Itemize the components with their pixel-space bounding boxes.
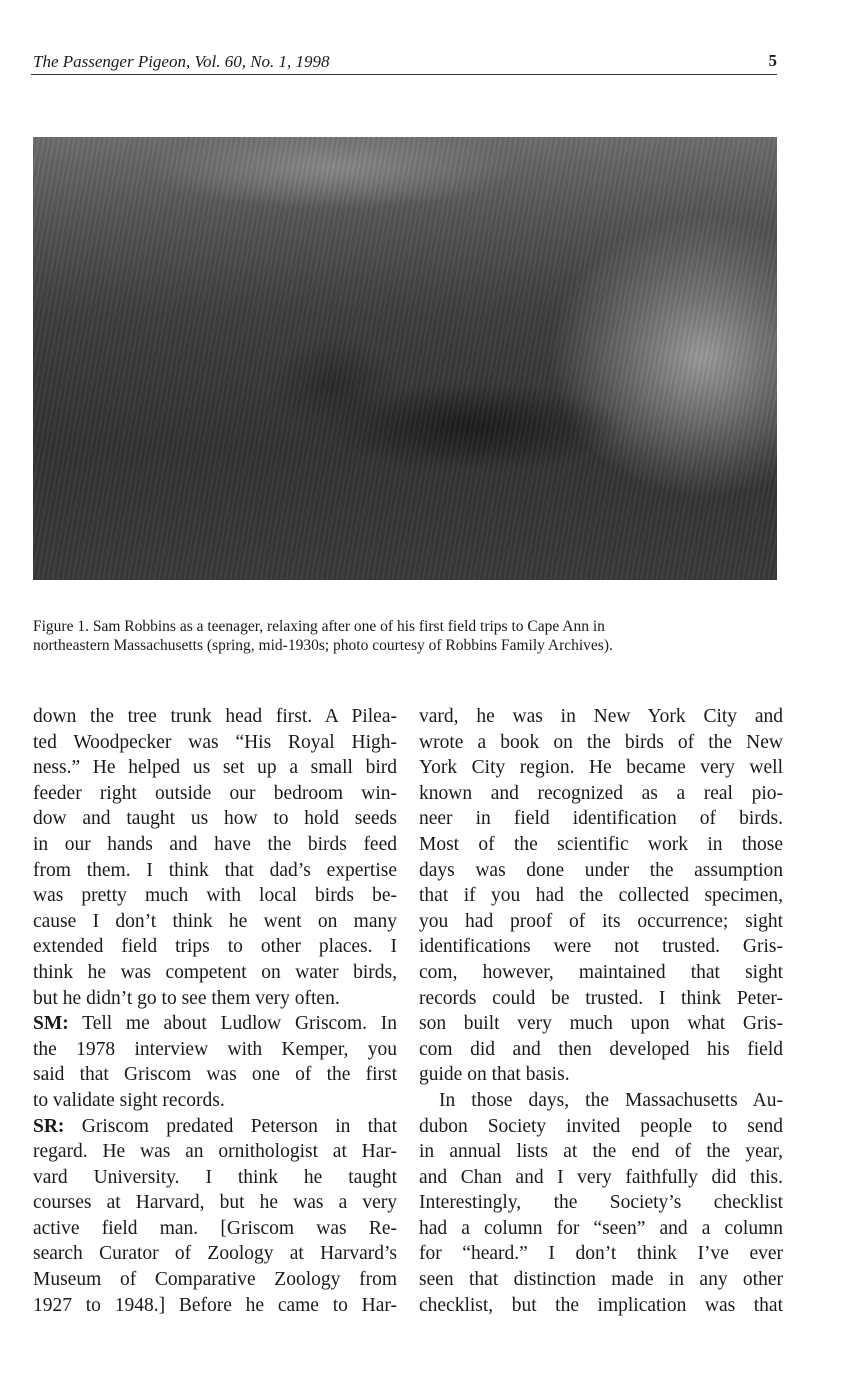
figure-caption bbox=[33, 617, 777, 655]
text-line bbox=[33, 1011, 397, 1037]
line-text: for “heard.” I don’t think I’ve ever bbox=[419, 1243, 783, 1265]
text-line bbox=[419, 1216, 783, 1242]
text-line bbox=[33, 1062, 397, 1088]
line-text: identifications were not trusted. Gris- bbox=[419, 936, 783, 958]
line-text: guide on that basis. bbox=[419, 1064, 570, 1086]
text-line bbox=[419, 1190, 783, 1216]
line-text: In those days, the Massachusetts Au- bbox=[439, 1089, 783, 1111]
line-text: courses at Harvard, but he was a very bbox=[33, 1192, 397, 1214]
text-line bbox=[33, 1037, 397, 1063]
line-text: dow and taught us how to hold seeds bbox=[33, 808, 397, 830]
line-text: York City region. He became very well bbox=[419, 757, 783, 779]
page-number: 5 bbox=[768, 51, 777, 70]
text-line bbox=[419, 1293, 783, 1319]
line-text: neer in field identification of birds. bbox=[419, 808, 783, 830]
line-text: wrote a book on the birds of the New bbox=[419, 731, 783, 753]
line-text: ness.” He helped us set up a small bird bbox=[33, 757, 397, 779]
line-text: records could be trusted. I think Peter- bbox=[419, 987, 783, 1009]
caption-line: Figure 1. Sam Robbins as a teenager, relaxing after one of his first field trips to Cape Ann in bbox=[33, 618, 605, 635]
text-line bbox=[33, 730, 397, 756]
text-line bbox=[419, 986, 783, 1012]
text-line bbox=[33, 1088, 397, 1114]
text-line bbox=[33, 986, 397, 1012]
line-text: regard. He was an ornithologist at Har- bbox=[33, 1141, 397, 1163]
line-text: 1927 to 1948.] Before he came to Har- bbox=[33, 1294, 397, 1316]
text-line bbox=[33, 781, 397, 807]
line-text: Most of the scientific work in those bbox=[419, 833, 783, 855]
text-line bbox=[419, 1139, 783, 1165]
line-text: search Curator of Zoology at Harvard’s bbox=[33, 1243, 397, 1265]
text-line bbox=[33, 960, 397, 986]
line-text: was pretty much with local birds be- bbox=[33, 885, 397, 907]
line-text: extended field trips to other places. I bbox=[33, 936, 397, 958]
line-text: com, however, maintained that sight bbox=[419, 961, 783, 983]
text-line bbox=[419, 704, 783, 730]
figure-1-photo bbox=[33, 137, 777, 580]
line-text: the 1978 interview with Kemper, you bbox=[33, 1038, 397, 1060]
text-line bbox=[33, 1293, 397, 1319]
line-text: known and recognized as a real pio- bbox=[419, 782, 783, 804]
text-line bbox=[419, 934, 783, 960]
line-text: and Chan and I very faithfully did this. bbox=[419, 1166, 783, 1188]
text-line bbox=[33, 704, 397, 730]
text-line bbox=[419, 1165, 783, 1191]
line-text: cause I don’t think he went on many bbox=[33, 910, 397, 932]
line-text: dubon Society invited people to send bbox=[419, 1115, 783, 1137]
line-text: in our hands and have the birds feed bbox=[33, 833, 397, 855]
line-text: vard University. I think he taught bbox=[33, 1166, 397, 1188]
text-line bbox=[419, 755, 783, 781]
line-text: feeder right outside our bedroom win- bbox=[33, 782, 397, 804]
line-text: vard, he was in New York City and bbox=[419, 706, 783, 727]
line-text: but he didn’t go to see them very often. bbox=[33, 987, 340, 1009]
text-line bbox=[419, 909, 783, 935]
line-text: think he was competent on water birds, bbox=[33, 961, 397, 983]
line-text: Griscom predated Peterson in that bbox=[64, 1115, 397, 1137]
text-line bbox=[33, 1165, 397, 1191]
text-line bbox=[33, 1190, 397, 1216]
text-line bbox=[419, 1267, 783, 1293]
journal-citation: The Passenger Pigeon, Vol. 60, No. 1, 1998 bbox=[33, 52, 330, 71]
left-column bbox=[33, 704, 397, 1318]
running-header bbox=[31, 50, 777, 75]
line-text: down the tree trunk head first. A Pilea- bbox=[33, 706, 397, 727]
text-line bbox=[419, 1088, 783, 1114]
line-text: Tell me about Ludlow Griscom. In bbox=[68, 1013, 397, 1035]
text-line bbox=[33, 909, 397, 935]
text-line bbox=[419, 730, 783, 756]
text-line bbox=[419, 1011, 783, 1037]
text-line bbox=[419, 858, 783, 884]
speaker-label: SM: bbox=[33, 1013, 69, 1035]
text-line bbox=[419, 883, 783, 909]
line-text: com did and then developed his field bbox=[419, 1038, 783, 1060]
line-text: Interestingly, the Society’s checklist bbox=[419, 1192, 783, 1214]
text-line bbox=[33, 934, 397, 960]
text-line bbox=[419, 1241, 783, 1267]
text-line bbox=[419, 806, 783, 832]
text-line bbox=[419, 960, 783, 986]
text-line bbox=[33, 755, 397, 781]
speaker-label: SR: bbox=[33, 1115, 65, 1137]
text-line bbox=[33, 858, 397, 884]
line-text: Museum of Comparative Zoology from bbox=[33, 1269, 397, 1291]
line-text: that if you had the collected specimen, bbox=[419, 885, 783, 907]
line-text: ted Woodpecker was “His Royal High- bbox=[33, 731, 397, 753]
line-text: to validate sight records. bbox=[33, 1089, 225, 1111]
photo-texture bbox=[33, 137, 777, 580]
text-line bbox=[33, 806, 397, 832]
line-text: checklist, but the implication was that bbox=[419, 1294, 783, 1316]
text-line bbox=[419, 781, 783, 807]
caption-line: northeastern Massachusetts (spring, mid-1930s; photo courtesy of Robbins Family Archives). bbox=[33, 637, 613, 654]
text-line bbox=[419, 1114, 783, 1140]
text-line bbox=[33, 1114, 397, 1140]
text-line bbox=[33, 1139, 397, 1165]
text-line bbox=[419, 832, 783, 858]
text-line bbox=[33, 1267, 397, 1293]
text-line bbox=[33, 883, 397, 909]
line-text: active field man. [Griscom was Re- bbox=[33, 1217, 397, 1239]
line-text: seen that distinction made in any other bbox=[419, 1269, 783, 1291]
text-line bbox=[419, 1037, 783, 1063]
text-line bbox=[33, 832, 397, 858]
right-column bbox=[419, 704, 783, 1318]
line-text: son built very much upon what Gris- bbox=[419, 1013, 783, 1035]
line-text: from them. I think that dad’s expertise bbox=[33, 859, 397, 881]
text-line bbox=[419, 1062, 783, 1088]
text-line bbox=[33, 1216, 397, 1242]
text-line bbox=[33, 1241, 397, 1267]
line-text: had a column for “seen” and a column bbox=[419, 1217, 783, 1239]
line-text: you had proof of its occurrence; sight bbox=[419, 910, 783, 932]
line-text: said that Griscom was one of the first bbox=[33, 1064, 397, 1086]
line-text: in annual lists at the end of the year, bbox=[419, 1141, 783, 1163]
line-text: days was done under the assumption bbox=[419, 859, 783, 881]
